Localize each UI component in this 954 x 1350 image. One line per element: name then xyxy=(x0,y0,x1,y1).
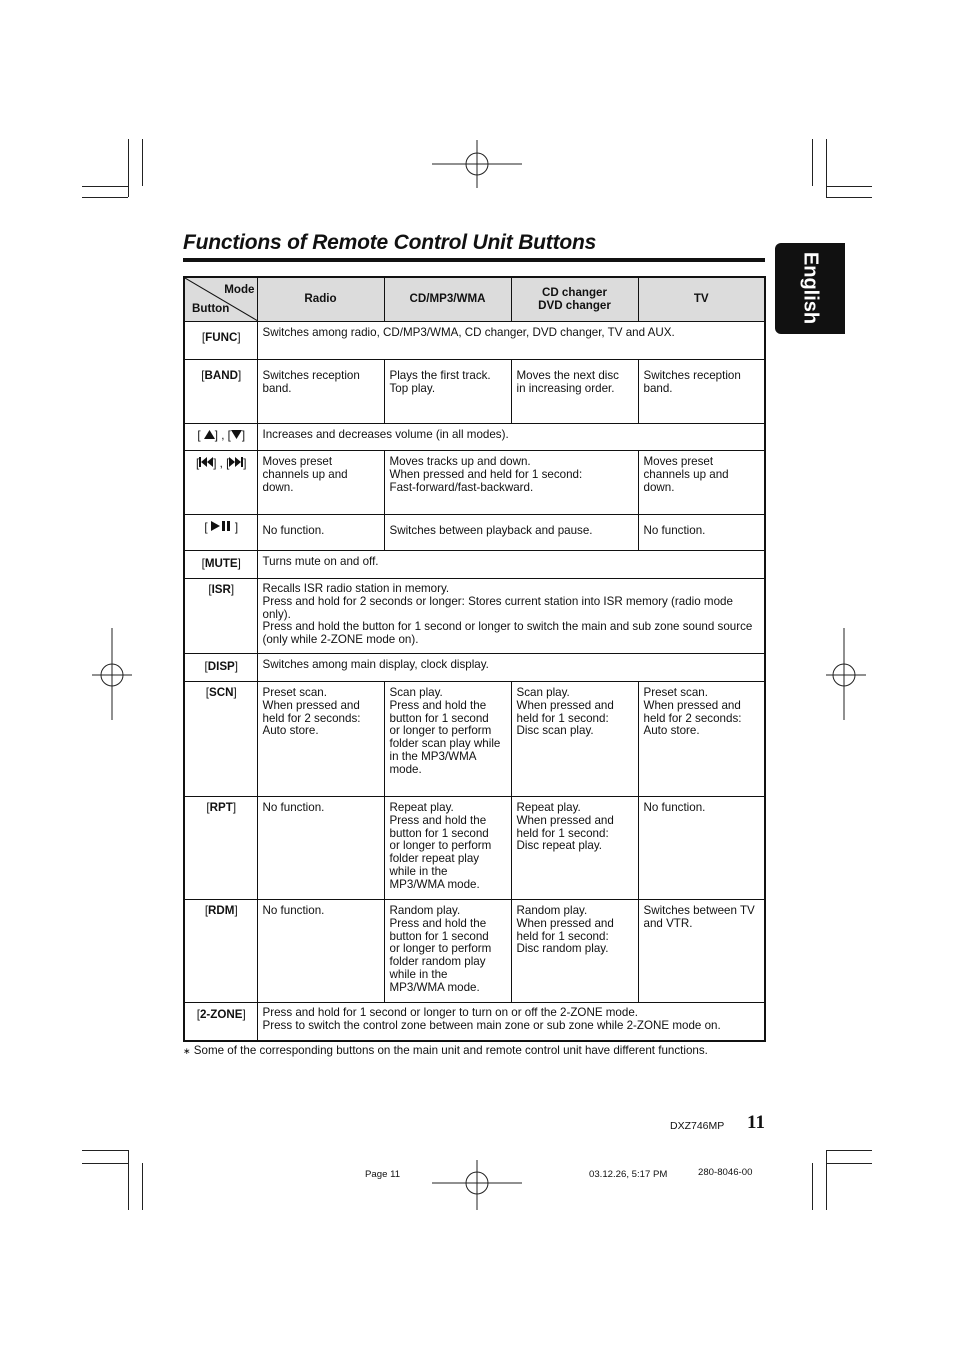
button-mute: [MUTE] xyxy=(184,551,257,579)
func-description: Switches among radio, CD/MP3/WMA, CD changer, DVD changer, TV and AUX. xyxy=(257,322,765,360)
header-mode-label: Mode xyxy=(224,283,255,296)
play-radio: No function. xyxy=(257,515,384,551)
table-header-row xyxy=(184,277,765,322)
button-2zone: [2-ZONE] xyxy=(184,1003,257,1041)
band-tv: Switches reception band. xyxy=(638,360,765,424)
button-isr-label: ISR xyxy=(211,583,231,596)
table-row xyxy=(184,797,765,900)
table-row xyxy=(184,579,765,654)
button-2zone-label: 2-ZONE xyxy=(199,1008,243,1021)
remote-functions-table xyxy=(183,276,766,1042)
band-radio: Switches reception band. xyxy=(257,360,384,424)
down-triangle-icon xyxy=(231,430,242,439)
button-band-label: BAND xyxy=(204,369,238,382)
rdm-radio: No function. xyxy=(257,900,384,1003)
rpt-cd: Repeat play. Press and hold the button for 1 second or longer to perform folder repeat play while in the MP3/WMA mode. xyxy=(384,797,511,900)
volume-description: Increases and decreases volume (in all modes). xyxy=(257,424,765,451)
footnote-text: Some of the corresponding buttons on the main unit and remote control unit have different functions. xyxy=(193,1044,708,1057)
play-cd: Switches between playback and pause. xyxy=(384,515,638,551)
header-changer-line2: DVD changer xyxy=(538,298,611,312)
table-row xyxy=(184,322,765,360)
model-number: DXZ746MP xyxy=(670,1120,725,1132)
isr-description: Recalls ISR radio station in memory. Press and hold for 2 seconds or longer: Stores current station into ISR memory (radio mode only). Press and hold the button for 1 second or longer to switch the main and sub zone sound source (only while 2-ZONE mode on). xyxy=(257,579,765,654)
page-title: Functions of Remote Control Unit Buttons xyxy=(183,231,597,254)
button-isr: [ISR] xyxy=(184,579,257,654)
play-tv: No function. xyxy=(638,515,765,551)
footnote xyxy=(183,1044,708,1057)
button-volume: [ ] , [ ] xyxy=(184,424,257,451)
button-disp: [DISP] xyxy=(184,654,257,682)
skip-radio: Moves preset channels up and down. xyxy=(257,451,384,515)
table-row xyxy=(184,451,765,515)
skip-back-icon xyxy=(199,457,213,467)
zone-description: Press and hold for 1 second or longer to turn on or off the 2-ZONE mode. Press to switch the control zone between main zone or sub zone while 2-ZONE mode on. xyxy=(257,1003,765,1041)
table-row xyxy=(184,424,765,451)
table-row xyxy=(184,682,765,797)
scn-cd: Scan play. Press and hold the button for 1 second or longer to perform folder scan play while in the MP3/WMA mode. xyxy=(384,682,511,797)
registration-mark-left xyxy=(92,628,132,720)
header-changer xyxy=(511,277,638,322)
table-row xyxy=(184,654,765,682)
table-row xyxy=(184,360,765,424)
registration-mark-bottom xyxy=(430,1160,524,1210)
button-skip: [ ] , [ ] xyxy=(184,451,257,515)
table-row xyxy=(184,551,765,579)
mute-description: Turns mute on and off. xyxy=(257,551,765,579)
disp-description: Switches among main display, clock display. xyxy=(257,654,765,682)
band-cd: Plays the first track. Top play. xyxy=(384,360,511,424)
rdm-tv: Switches between TV and VTR. xyxy=(638,900,765,1003)
rpt-changer: Repeat play. When pressed and held for 1 second: Disc repeat play. xyxy=(511,797,638,900)
header-cd: CD/MP3/WMA xyxy=(384,277,511,322)
header-button-label: Button xyxy=(192,302,230,316)
button-disp-label: DISP xyxy=(207,660,235,673)
registration-mark-top xyxy=(430,140,524,190)
scn-radio: Preset scan. When pressed and held for 2 seconds: Auto store. xyxy=(257,682,384,797)
scn-tv: Preset scan. When pressed and held for 2 seconds: Auto store. xyxy=(638,682,765,797)
rdm-cd: Random play. Press and hold the button for 1 second or longer to perform folder random play while in the MP3/WMA mode. xyxy=(384,900,511,1003)
print-code: 280-8046-00 xyxy=(698,1167,753,1178)
page-number: 11 xyxy=(747,1112,765,1133)
button-func-label: FUNC xyxy=(205,331,238,344)
header-radio: Radio xyxy=(257,277,384,322)
registration-mark-right xyxy=(826,628,866,720)
play-pause-icon xyxy=(211,521,235,531)
band-changer: Moves the next disc in increasing order. xyxy=(511,360,638,424)
button-rdm-label: RDM xyxy=(208,904,235,917)
button-band: [BAND] xyxy=(184,360,257,424)
rdm-changer: Random play. When pressed and held for 1 second: Disc random play. xyxy=(511,900,638,1003)
button-scn-label: SCN xyxy=(209,686,234,699)
language-tab xyxy=(775,243,845,334)
button-mute-label: MUTE xyxy=(204,557,238,570)
button-skip-separator: ] , [ xyxy=(213,457,230,470)
button-rpt-label: RPT xyxy=(209,801,233,814)
header-mode-button xyxy=(184,277,257,322)
button-func: [FUNC] xyxy=(184,322,257,360)
print-page: Page 11 xyxy=(365,1169,401,1180)
button-scn: [SCN] xyxy=(184,682,257,797)
table-row xyxy=(184,515,765,551)
footnote-asterisk: ∗ xyxy=(183,1046,191,1056)
button-volume-separator: ] , [ xyxy=(214,429,231,442)
skip-forward-icon xyxy=(229,457,243,467)
language-tab-label: English xyxy=(799,251,822,325)
rpt-tv: No function. xyxy=(638,797,765,900)
rpt-radio: No function. xyxy=(257,797,384,900)
header-tv: TV xyxy=(638,277,765,322)
button-rpt: [RPT] xyxy=(184,797,257,900)
up-triangle-icon xyxy=(204,430,215,439)
header-changer-line1: CD changer xyxy=(541,285,608,299)
print-date: 03.12.26, 5:17 PM xyxy=(589,1169,668,1180)
skip-tv: Moves preset channels up and down. xyxy=(638,451,765,515)
button-play-pause: [ ] xyxy=(184,515,257,551)
table-row xyxy=(184,1003,765,1041)
scn-changer: Scan play. When pressed and held for 1 second: Disc scan play. xyxy=(511,682,638,797)
title-rule xyxy=(183,258,765,262)
table-row xyxy=(184,900,765,1003)
skip-cd: Moves tracks up and down. When pressed and held for 1 second: Fast-forward/fast-backward. xyxy=(384,451,638,515)
button-rdm: [RDM] xyxy=(184,900,257,1003)
